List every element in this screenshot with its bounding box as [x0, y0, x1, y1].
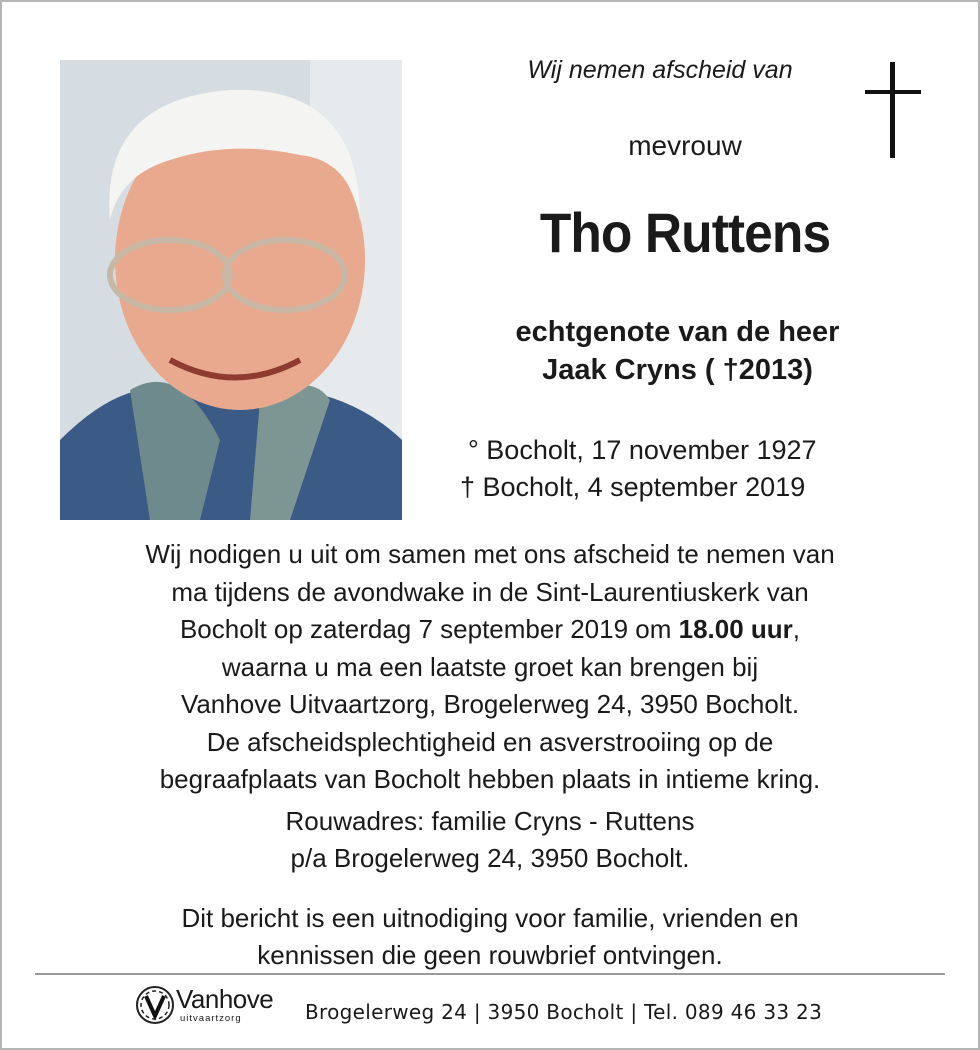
divider [35, 973, 945, 975]
body-line: De afscheidsplechtigheid en asverstrooiing op de [206, 726, 774, 757]
body-line: Wij nodigen u uit om samen met ons afscheid te nemen van [145, 539, 835, 569]
mourning-address [40, 803, 940, 877]
death-date: † Bocholt, 4 september 2019 [460, 472, 806, 502]
logo-subtitle: uitvaartzorg [180, 1013, 242, 1024]
birth-date: ° Bocholt, 17 november 1927 [468, 435, 817, 465]
deceased-name: Tho Ruttens [539, 201, 831, 264]
notice-text [40, 900, 940, 974]
footer [130, 982, 830, 1032]
notice-line: kennissen die geen rouwbrief ontvingen. [257, 940, 723, 970]
body-line-part: , [792, 614, 801, 644]
intro-text: Wij nemen afscheid van [527, 56, 793, 84]
body-line: waarna u ma een laatste groet kan brengen bij [221, 651, 759, 682]
logo-name: Vanhove [176, 984, 274, 1014]
cross-icon [865, 62, 921, 158]
footer-contact: Brogelerweg 24 | 3950 Bocholt | Tel. 089 46 33 23 [305, 1000, 823, 1024]
body-line: ma tijdens de avondwake in de Sint-Laurentiuskerk van [171, 576, 809, 607]
body-line-part: Bocholt op zaterdag 7 september 2019 om [179, 614, 679, 644]
life-dates [460, 432, 880, 506]
address-line: p/a Brogelerweg 24, 3950 Bocholt. [290, 843, 690, 873]
body-line: Vanhove Uitvaartzorg, Brogelerweg 24, 3950 Bocholt. [180, 689, 800, 719]
invitation-text [40, 536, 940, 799]
body-line [40, 611, 940, 649]
portrait-photo [60, 60, 402, 520]
address-line: Rouwadres: familie Cryns - Ruttens [285, 806, 695, 836]
body-line: begraafplaats van Bocholt hebben plaats in intieme kring. [159, 764, 821, 794]
honorific: mevrouw [628, 130, 742, 161]
vanhove-logo-icon [134, 984, 176, 1026]
spouse-line-2: Jaak Cryns ( †2013) [542, 354, 813, 386]
spouse-line-1: echtgenote van de heer [515, 316, 840, 348]
spouse-block [440, 313, 915, 389]
wake-time: 18.00 uur [678, 614, 793, 644]
notice-line: Dit bericht is een uitnodiging voor familie, vrienden en [181, 903, 799, 933]
